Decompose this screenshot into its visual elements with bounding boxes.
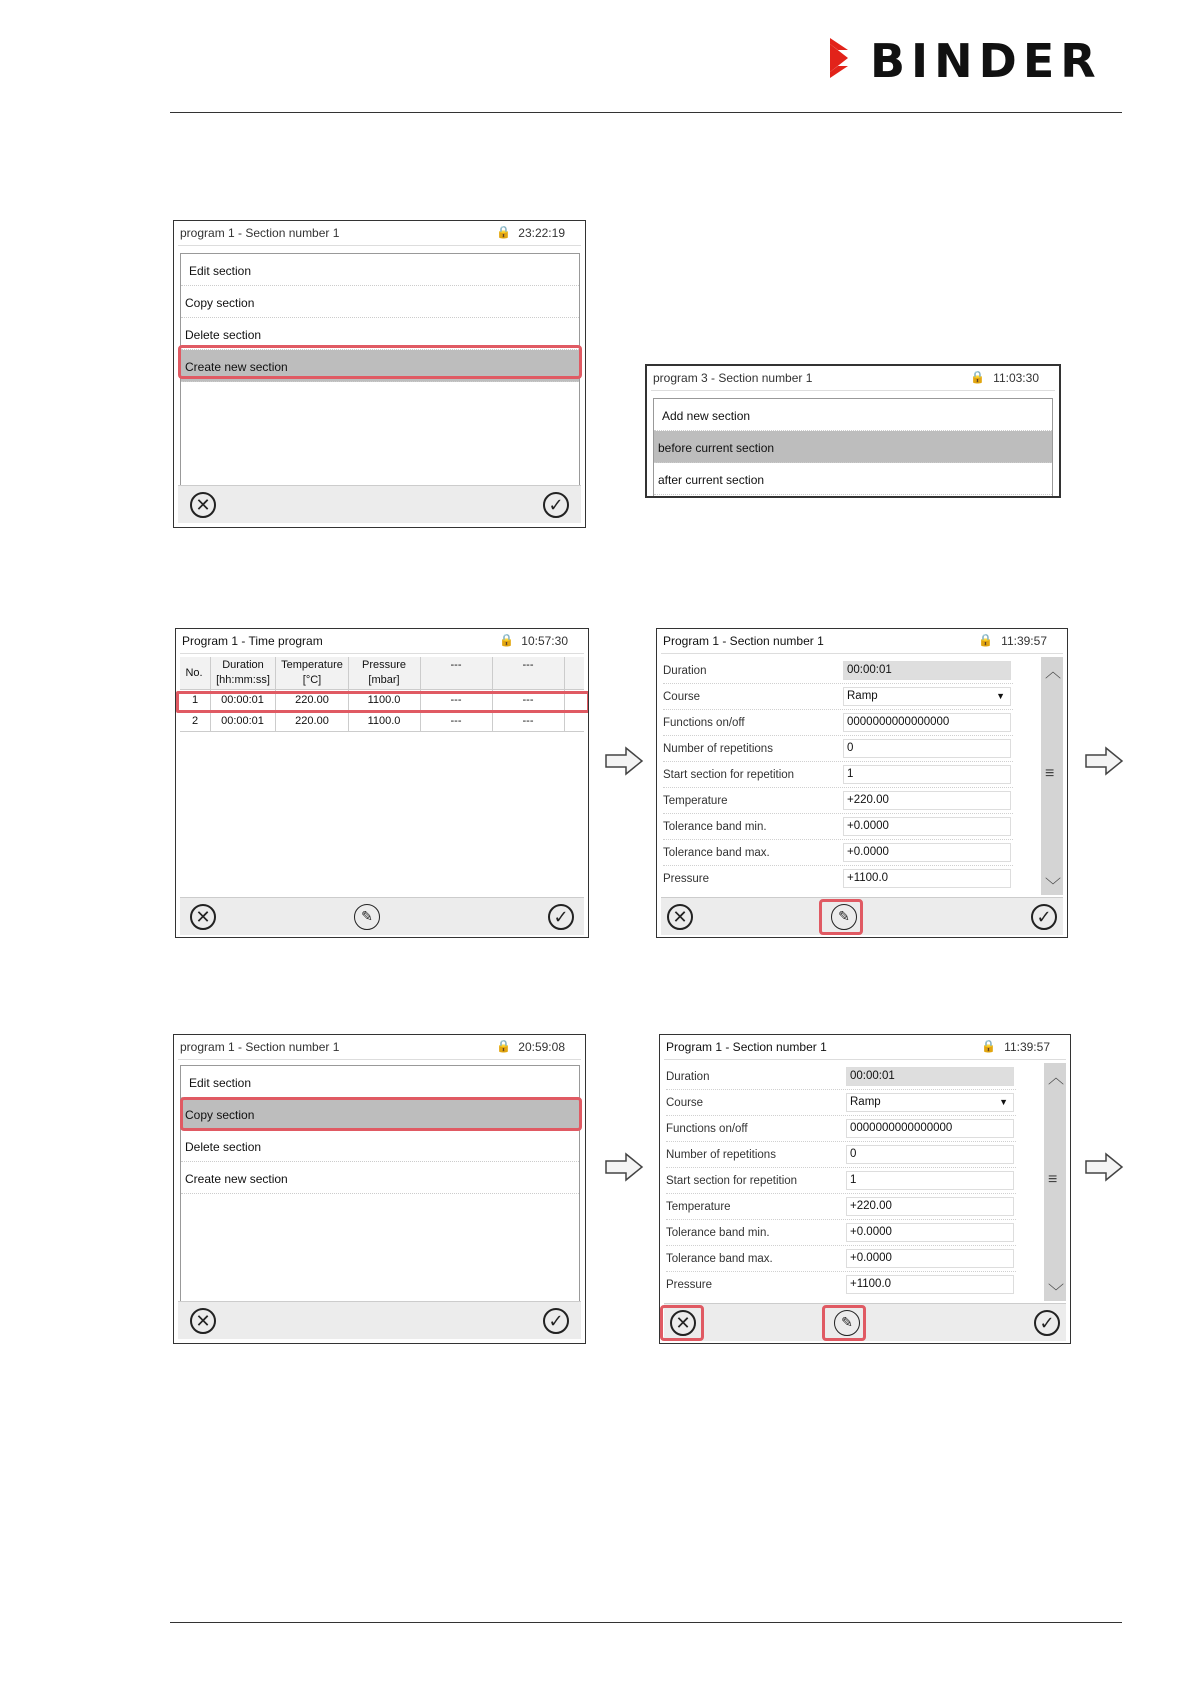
bottom-bar bbox=[178, 1301, 581, 1339]
clock: 11:03:30 bbox=[993, 371, 1039, 385]
col-header-temperature-unit: [°C] bbox=[302, 674, 322, 686]
highlight-edit-icon bbox=[822, 1305, 866, 1341]
title-bar bbox=[176, 629, 588, 653]
next-arrow-icon bbox=[1084, 746, 1124, 776]
field-label: Tolerance band max. bbox=[663, 847, 770, 859]
context-menu bbox=[653, 398, 1053, 498]
cell-empty-2: --- bbox=[522, 694, 534, 706]
col-header-pressure: Pressure bbox=[361, 659, 407, 671]
screen-time-program bbox=[175, 628, 589, 938]
confirm-icon[interactable]: ✓ bbox=[543, 492, 569, 518]
field-label: Functions on/off bbox=[666, 1123, 748, 1135]
confirm-icon[interactable]: ✓ bbox=[548, 904, 574, 930]
cell-duration: 00:00:01 bbox=[221, 715, 264, 727]
field-value[interactable] bbox=[846, 1093, 1014, 1112]
next-arrow-icon bbox=[1084, 1152, 1124, 1182]
binder-logo-text: BINDER bbox=[870, 34, 1102, 88]
field-label: Temperature bbox=[663, 795, 728, 807]
confirm-icon[interactable]: ✓ bbox=[543, 1308, 569, 1334]
lock-icon: 🔒 bbox=[978, 633, 993, 647]
cell-duration: 00:00:01 bbox=[221, 694, 264, 706]
cell-no: 2 bbox=[191, 715, 199, 727]
field-label: Temperature bbox=[666, 1201, 731, 1213]
dropdown-arrow-icon: ▼ bbox=[996, 691, 1005, 701]
scrollbar[interactable] bbox=[1044, 1063, 1066, 1301]
edit-icon[interactable]: ✎ bbox=[831, 904, 857, 930]
field-value[interactable]: +220.00 bbox=[843, 791, 1011, 810]
field-value[interactable]: 0000000000000000 bbox=[846, 1119, 1014, 1138]
field-label: Number of repetitions bbox=[666, 1149, 776, 1161]
field-value[interactable]: 1 bbox=[846, 1171, 1014, 1190]
field-pressure bbox=[666, 1273, 1016, 1297]
screen-title: Program 1 - Time program bbox=[182, 634, 323, 648]
col-header-duration: Duration bbox=[222, 659, 264, 671]
cell-empty-1: --- bbox=[450, 694, 462, 706]
clock: 11:39:57 bbox=[1001, 634, 1047, 648]
field-value[interactable]: 00:00:01 bbox=[846, 1067, 1014, 1086]
field-tol-min bbox=[663, 815, 1013, 839]
cell-empty-2: --- bbox=[522, 715, 534, 727]
field-label: Tolerance band min. bbox=[666, 1227, 770, 1239]
cell-pressure: 1100.0 bbox=[367, 694, 401, 706]
field-value[interactable]: 0000000000000000 bbox=[843, 713, 1011, 732]
clock: 11:39:57 bbox=[1004, 1040, 1050, 1054]
menu-item-copy-section[interactable]: Copy section bbox=[181, 286, 579, 318]
field-label: Tolerance band max. bbox=[666, 1253, 773, 1265]
field-label: Pressure bbox=[663, 873, 710, 885]
highlight-cancel-icon bbox=[660, 1305, 704, 1341]
menu-item-add-new-section: Add new section bbox=[654, 399, 1052, 431]
screen-title: Program 1 - Section number 1 bbox=[666, 1040, 827, 1054]
field-repetitions bbox=[666, 1143, 1016, 1167]
screen-section-menu-2 bbox=[173, 1034, 586, 1344]
field-label: Start section for repetition bbox=[666, 1175, 798, 1187]
field-tol-max bbox=[663, 841, 1013, 865]
cell-temperature: 220.00 bbox=[295, 715, 329, 727]
col-header-empty-2: --- bbox=[522, 659, 534, 671]
field-value[interactable]: +0.0000 bbox=[846, 1249, 1014, 1268]
menu-item-edit-section[interactable]: Edit section bbox=[181, 1066, 579, 1098]
field-temperature bbox=[663, 789, 1013, 813]
edit-icon[interactable]: ✎ bbox=[834, 1310, 860, 1336]
scrollbar[interactable] bbox=[1041, 657, 1063, 895]
course-value: Ramp bbox=[847, 690, 878, 702]
menu-item-delete-section[interactable]: Delete section bbox=[181, 1130, 579, 1162]
menu-item-before-current-section[interactable]: before current section bbox=[654, 431, 1052, 463]
scroll-down-icon[interactable]: ﹀ bbox=[1045, 878, 1062, 895]
cancel-icon[interactable]: ✕ bbox=[190, 492, 216, 518]
field-duration bbox=[666, 1065, 1016, 1089]
field-tol-max bbox=[666, 1247, 1016, 1271]
menu-item-copy-section[interactable]: Copy section bbox=[181, 1098, 579, 1130]
header-rule bbox=[170, 112, 1122, 113]
col-header-pressure-unit: [mbar] bbox=[368, 674, 400, 686]
course-value: Ramp bbox=[850, 1096, 881, 1108]
menu-item-edit-section[interactable]: Edit section bbox=[181, 254, 579, 286]
menu-lines-icon: ≡ bbox=[1045, 765, 1055, 782]
binder-logo bbox=[830, 34, 1130, 88]
highlight-create-new-section bbox=[178, 345, 582, 379]
col-header-empty-1: --- bbox=[450, 659, 462, 671]
field-course bbox=[663, 685, 1013, 709]
lock-icon: 🔒 bbox=[499, 633, 514, 647]
field-value[interactable]: +0.0000 bbox=[846, 1223, 1014, 1242]
cell-no: 1 bbox=[191, 694, 199, 706]
field-label: Tolerance band min. bbox=[663, 821, 767, 833]
field-functions bbox=[663, 711, 1013, 735]
menu-item-create-new-section[interactable]: Create new section bbox=[181, 350, 579, 382]
scroll-up-icon[interactable]: ︿ bbox=[1045, 664, 1062, 681]
lock-icon: 🔒 bbox=[496, 225, 511, 239]
menu-item-create-new-section[interactable]: Create new section bbox=[181, 1162, 579, 1194]
confirm-icon[interactable]: ✓ bbox=[1034, 1310, 1060, 1336]
field-course bbox=[666, 1091, 1016, 1115]
screen-section-form-1 bbox=[656, 628, 1068, 938]
lock-icon: 🔒 bbox=[496, 1039, 511, 1053]
binder-logo-mark bbox=[830, 38, 864, 78]
clock: 10:57:30 bbox=[521, 634, 568, 648]
menu-lines-icon: ≡ bbox=[1048, 1171, 1058, 1188]
screen-section-form-2 bbox=[659, 1034, 1071, 1344]
field-tol-min bbox=[666, 1221, 1016, 1245]
field-label: Duration bbox=[663, 665, 707, 677]
cancel-icon[interactable]: ✕ bbox=[190, 904, 216, 930]
cell-empty-1: --- bbox=[450, 715, 462, 727]
confirm-icon[interactable]: ✓ bbox=[1031, 904, 1057, 930]
highlight-edit-icon bbox=[819, 899, 863, 935]
screen-title: program 1 - Section number 1 bbox=[180, 226, 340, 240]
menu-item-delete-section[interactable]: Delete section bbox=[181, 318, 579, 350]
cancel-icon[interactable]: ✕ bbox=[667, 904, 693, 930]
field-label: Number of repetitions bbox=[663, 743, 773, 755]
screen-title: Program 1 - Section number 1 bbox=[663, 634, 824, 648]
field-start-section bbox=[663, 763, 1013, 787]
field-start-section bbox=[666, 1169, 1016, 1193]
field-value[interactable]: +220.00 bbox=[846, 1197, 1014, 1216]
field-label: Start section for repetition bbox=[663, 769, 795, 781]
title-bar bbox=[174, 1035, 585, 1059]
field-temperature bbox=[666, 1195, 1016, 1219]
next-arrow-icon bbox=[604, 1152, 644, 1182]
field-value[interactable]: +1100.0 bbox=[843, 869, 1011, 888]
field-label: Duration bbox=[666, 1071, 710, 1083]
col-header-duration-unit: [hh:mm:ss] bbox=[216, 674, 270, 686]
col-header-no: No. bbox=[185, 667, 203, 679]
lock-icon: 🔒 bbox=[970, 370, 985, 384]
field-value[interactable]: 1 bbox=[843, 765, 1011, 784]
title-bar bbox=[660, 1035, 1070, 1059]
screen-title: program 3 - Section number 1 bbox=[653, 371, 813, 385]
field-value[interactable]: 0 bbox=[846, 1145, 1014, 1164]
field-value[interactable]: 0 bbox=[843, 739, 1011, 758]
field-value[interactable]: +1100.0 bbox=[846, 1275, 1014, 1294]
title-bar bbox=[174, 221, 585, 245]
field-value[interactable]: +0.0000 bbox=[843, 817, 1011, 836]
menu-item-after-current-section[interactable]: after current section bbox=[654, 463, 1052, 495]
field-functions bbox=[666, 1117, 1016, 1141]
context-menu bbox=[180, 253, 580, 521]
field-label: Pressure bbox=[666, 1279, 713, 1291]
lock-icon: 🔒 bbox=[981, 1039, 996, 1053]
highlight-copy-section bbox=[180, 1097, 582, 1131]
cancel-icon[interactable]: ✕ bbox=[190, 1308, 216, 1334]
next-arrow-icon bbox=[604, 746, 644, 776]
clock: 23:22:19 bbox=[518, 226, 565, 240]
screen-title: program 1 - Section number 1 bbox=[180, 1040, 340, 1054]
scroll-down-icon[interactable]: ﹀ bbox=[1048, 1284, 1065, 1301]
dropdown-arrow-icon: ▼ bbox=[999, 1097, 1008, 1107]
cell-pressure: 1100.0 bbox=[367, 715, 401, 727]
col-header-temperature: Temperature bbox=[281, 659, 343, 671]
clock: 20:59:08 bbox=[518, 1040, 565, 1054]
title-bar bbox=[657, 629, 1067, 653]
bottom-bar bbox=[180, 897, 584, 935]
edit-icon[interactable]: ✎ bbox=[354, 904, 380, 930]
highlight-row-1 bbox=[176, 691, 589, 713]
field-label: Course bbox=[666, 1097, 704, 1109]
field-pressure bbox=[663, 867, 1013, 891]
field-duration bbox=[663, 659, 1013, 683]
cancel-icon[interactable]: ✕ bbox=[670, 1310, 696, 1336]
screen-add-new-section bbox=[645, 364, 1061, 498]
field-value[interactable]: +0.0000 bbox=[843, 843, 1011, 862]
field-label: Functions on/off bbox=[663, 717, 745, 729]
footer-rule bbox=[170, 1622, 1122, 1623]
scroll-up-icon[interactable]: ︿ bbox=[1048, 1070, 1065, 1087]
bottom-bar bbox=[178, 485, 581, 523]
title-bar bbox=[647, 366, 1059, 390]
field-value[interactable] bbox=[843, 687, 1011, 706]
screen-section-menu-1 bbox=[173, 220, 586, 528]
field-value[interactable]: 00:00:01 bbox=[843, 661, 1011, 680]
field-label: Course bbox=[663, 691, 701, 703]
cell-temperature: 220.00 bbox=[295, 694, 329, 706]
field-repetitions bbox=[663, 737, 1013, 761]
